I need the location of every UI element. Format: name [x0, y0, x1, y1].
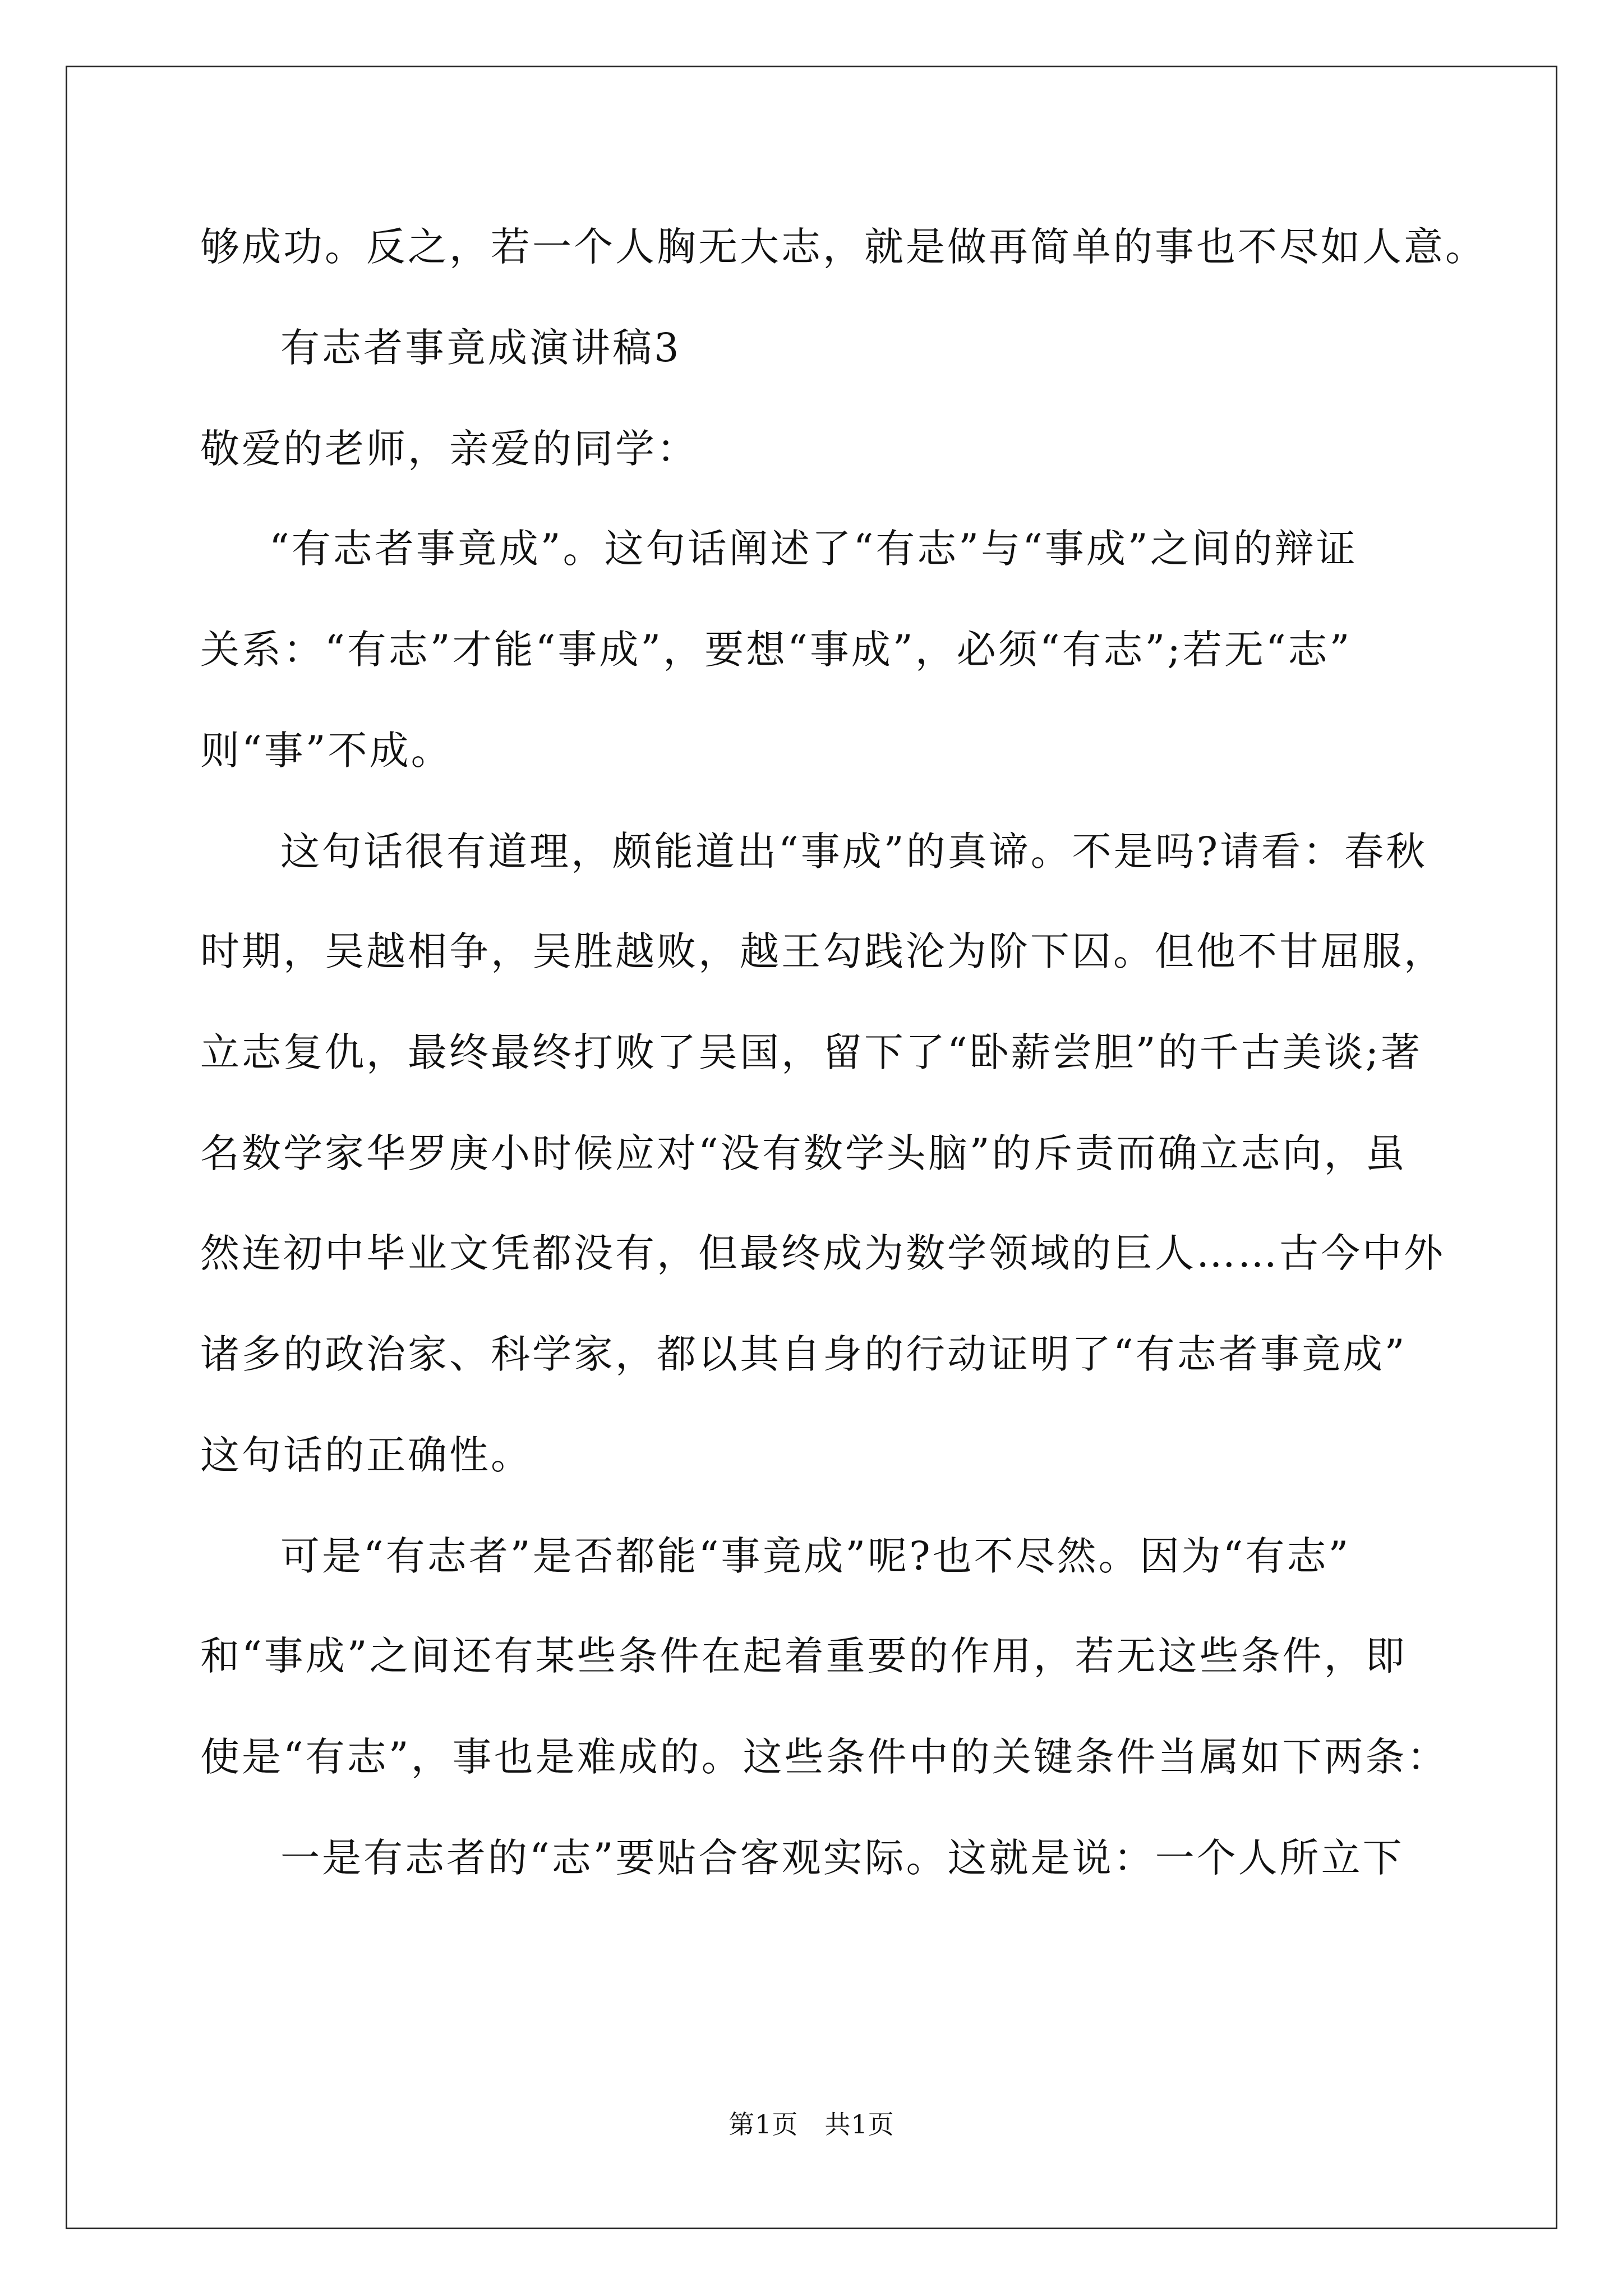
text-line-17: 一是有志者的“志”要贴合客观实际。这就是说：一个人所立下	[280, 1835, 1404, 1881]
text-line-1: 够成功。反之，若一个人胸无大志，就是做再简单的事也不尽如人意。	[200, 224, 1487, 270]
text-line-16: 使是“有志”，事也是难成的。这些条件中的关键条件当属如下两条：	[200, 1734, 1449, 1780]
text-line-14: 可是“有志者”是否都能“事竟成”呢?也不尽然。因为“有志”	[280, 1533, 1351, 1579]
text-line-13: 这句话的正确性。	[200, 1432, 532, 1478]
text-line-10: 名数学家华罗庚小时候应对“没有数学头脑”的斥责而确立志向，虽	[200, 1130, 1407, 1176]
text-line-15: 和“事成”之间还有某些条件在起着重要的作用，若无这些条件，即	[200, 1633, 1407, 1679]
text-line-7: 这句话很有道理，颇能道出“事成”的真谛。不是吗?请看：春秋	[280, 829, 1428, 875]
text-line-12: 诸多的政治家、科学家，都以其自身的行动证明了“有志者事竟成”	[200, 1331, 1407, 1377]
text-line-8: 时期，吴越相争，吴胜越败，越王勾践沦为阶下囚。但他不甘屈服，	[200, 928, 1445, 974]
page-footer: 第1页 共1页	[728, 2109, 895, 2139]
text-line-9: 立志复仇，最终最终打败了吴国，留下了“卧薪尝胆”的千古美谈;著	[200, 1029, 1423, 1075]
text-line-5: 关系：“有志”才能“事成”，要想“事成”，必须“有志”;若无“志”	[200, 627, 1352, 673]
section-title: 有志者事竟成演讲稿3	[280, 325, 681, 371]
text-line-6: 则“事”不成。	[200, 728, 453, 774]
salutation: 敬爱的老师，亲爱的同学：	[200, 426, 698, 472]
text-line-11: 然连初中毕业文凭都没有，但最终成为数学领域的巨人……古今中外	[200, 1230, 1445, 1276]
text-line-4: “有志者事竟成”。这句话阐述了“有志”与“事成”之间的辩证	[269, 526, 1358, 572]
